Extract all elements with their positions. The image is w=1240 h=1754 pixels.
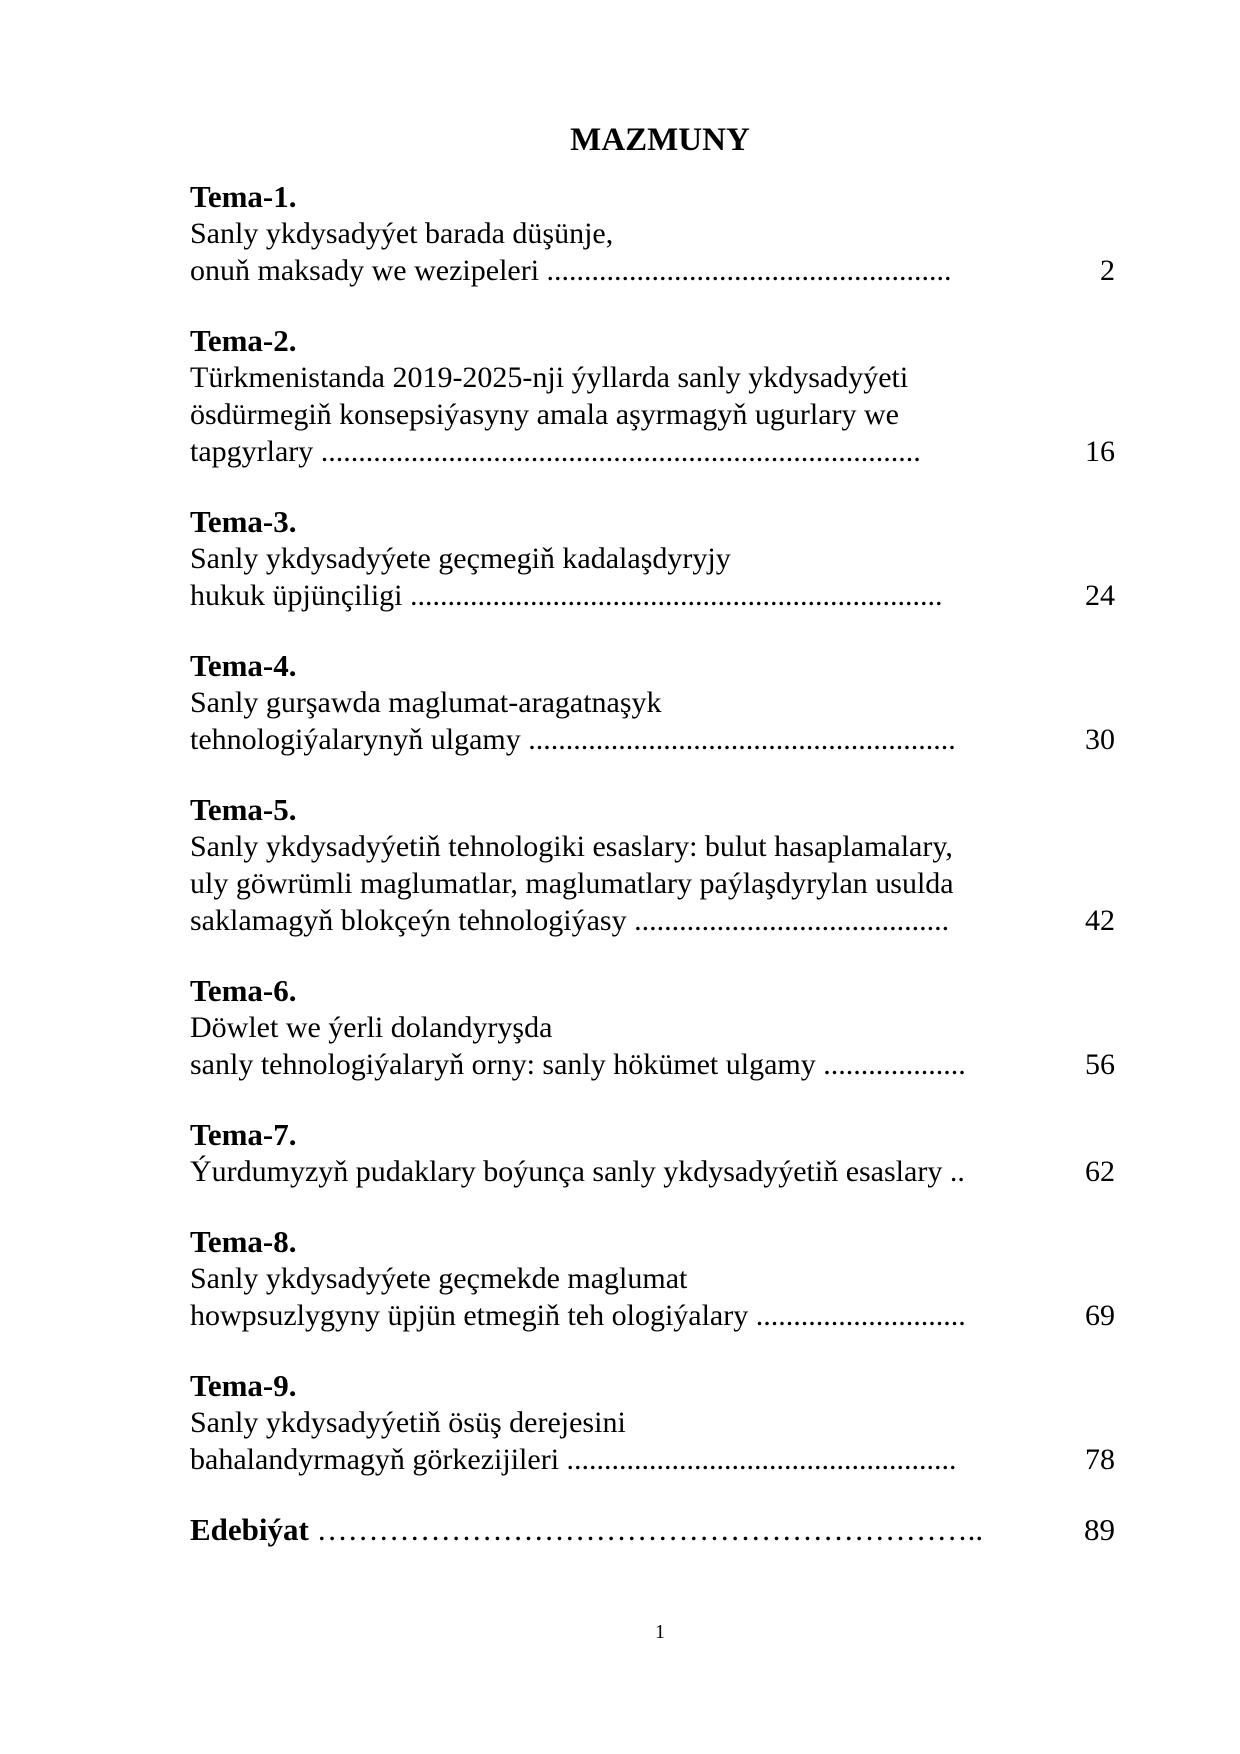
topic-title-last-line [190, 433, 1115, 470]
toc-entry-tema-6 [190, 972, 1115, 1083]
topic-title-text: howpsuzlygyny üpjün etmegiň teh ologiýalary ............................ [190, 1299, 966, 1332]
page-number: 56 [1085, 1048, 1115, 1081]
topic-title-text: onuň maksady we wezipeleri ...................................................... [190, 254, 952, 287]
topic-title-last-line [190, 252, 1115, 289]
toc-entry-tema-9 [190, 1367, 1115, 1478]
page-number: 69 [1085, 1299, 1115, 1332]
topic-title-last-line [190, 577, 1115, 614]
page-number: 2 [1100, 254, 1115, 287]
table-of-contents [190, 178, 1115, 1548]
topic-title-text: hukuk üpjünçiligi ....................................................................... [190, 579, 943, 612]
page-number: 16 [1085, 435, 1115, 468]
page-number: 78 [1085, 1443, 1115, 1476]
page-number: 30 [1085, 723, 1115, 756]
topic-label: Tema-8. [190, 1224, 297, 1259]
topic-title-line: Sanly ykdysadyýete geçmekde maglumat [190, 1262, 688, 1295]
topic-title-text: saklamagyň blokçeýn tehnologiýasy .......................................... [190, 904, 950, 937]
literature-label: Edebiýat [190, 1512, 309, 1547]
toc-entry-tema-8 [190, 1223, 1115, 1334]
footer-page-number: 1 [655, 1621, 665, 1643]
toc-entry-tema-4 [190, 647, 1115, 758]
page-title: MAZMUNY [570, 122, 750, 158]
topic-title-text: bahalandyrmagyň görkezijileri .................................................... [190, 1443, 957, 1476]
toc-entry-tema-7 [190, 1116, 1115, 1190]
topic-title-line: Türkmenistanda 2019-2025-nji ýyllarda sanly ykdysadyýeti [190, 361, 909, 394]
topic-title-text: tehnologiýalarynyň ulgamy ......................................................... [190, 723, 956, 756]
topic-title-line: Döwlet we ýerli dolandyryşda [190, 1011, 553, 1044]
topic-title-line: Sanly ykdysadyýete geçmegiň kadalaşdyryjy [190, 542, 731, 575]
topic-title-last-line [190, 1046, 1115, 1083]
topic-label: Tema-9. [190, 1368, 297, 1403]
page-number: 42 [1085, 904, 1115, 937]
toc-entry-tema-3 [190, 503, 1115, 614]
topic-title-line: uly göwrümli maglumatlar, maglumatlary paýlaşdyrylan usulda [190, 867, 954, 900]
topic-title-line: Sanly ykdysadyýetiň tehnologiki esaslary: bulut hasaplamalary, [190, 830, 953, 863]
literature-leader: ……………………………………………………….. [308, 1512, 984, 1547]
topic-title-text: Ýurdumyzyň pudaklary boýunça sanly ykdysadyýetiň esaslary .. [190, 1155, 965, 1188]
toc-entry-tema-2 [190, 322, 1115, 470]
page-number: 24 [1085, 579, 1115, 612]
topic-label: Tema-4. [190, 648, 297, 683]
topic-title-line: ösdürmegiň konsepsiýasyny amala aşyrmagyň ugurlary we [190, 398, 899, 431]
topic-title-line: Sanly ykdysadyýetiň ösüş derejesini [190, 1406, 626, 1439]
page-number: 89 [1084, 1512, 1115, 1547]
toc-entry-tema-1 [190, 178, 1115, 289]
toc-entry-tema-5 [190, 791, 1115, 939]
topic-label: Tema-6. [190, 973, 297, 1008]
topic-title-line: Sanly ykdysadyýet barada düşünje, [190, 217, 614, 250]
topic-title-last-line [190, 902, 1115, 939]
literature-text [190, 1511, 1050, 1548]
topic-title-last-line [190, 721, 1115, 758]
toc-entry-literature [190, 1511, 1115, 1548]
topic-title-last-line [190, 1153, 1115, 1190]
topic-label: Tema-1. [190, 179, 297, 214]
topic-label: Tema-7. [190, 1117, 297, 1152]
topic-label: Tema-3. [190, 504, 297, 539]
topic-title-last-line [190, 1441, 1115, 1478]
page-number: 62 [1085, 1155, 1115, 1188]
topic-label: Tema-2. [190, 323, 297, 358]
topic-title-text: tapgyrlary ................................................................................ [190, 435, 921, 468]
topic-title-last-line [190, 1297, 1115, 1334]
topic-title-line: Sanly gurşawda maglumat-aragatnaşyk [190, 686, 662, 719]
topic-title-text: sanly tehnologiýalaryň orny: sanly hökümet ulgamy ................... [190, 1048, 966, 1081]
topic-label: Tema-5. [190, 792, 297, 827]
